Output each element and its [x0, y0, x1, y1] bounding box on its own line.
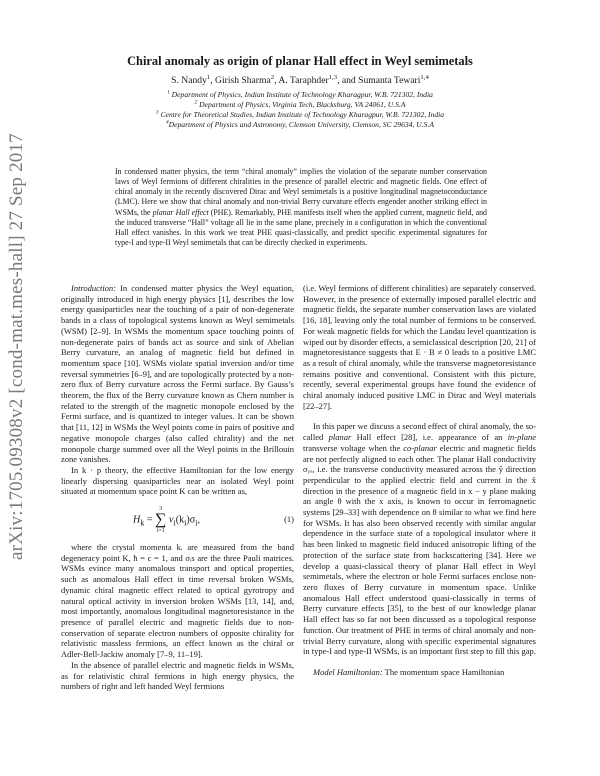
paragraph: Model Hamiltonian: The momentum space Hamiltonian: [313, 666, 505, 677]
affiliation: $^4$Department of Physics and Astronomy, Clemson University, Clemson, SC 29634, U.S.A: [166, 119, 434, 129]
intro-paragraph: Introduction: In condensed matter physics the Weyl equation, originally introduced in high energy physics [1], describes the low energy quasiparticles near the touching of a pair of non-degenerate bands in a class of topological systems known as Weyl semimetals (WSM) [2–9]. In WSMs the momentum space touching points of non-degenerate pairs of bands act as source and sink of Abelian Berry curvature, an analog of magnetic field but defined in momentum space [10]. WSMs violate spatial inversion and/or time reversal symmetries [6–9], and are topologically protected by a non-zero flux of Berry curvature across the Fermi surface. By Gauss’s theorem, the flux of the Berry curvature known as Chern number is related to the strength of the magnetic monopole enclosed by the Fermi surface, and is quantized to integer values. It can be shown that [11, 12] in WSMs the Weyl points come in pairs of positive and negative monopole charges (also called chirality) and the net monopole charge summed over all the Weyl points in the Brillouin zone vanishes.: [61, 283, 294, 465]
section-label-model-hamiltonian: Model Hamiltonian:: [313, 666, 383, 677]
paper-title: Chiral anomaly as origin of planar Hall effect in Weyl semimetals: [127, 54, 473, 68]
paragraph: In k · p theory, the effective Hamiltonian for the low energy linearly dispersing quasiparticles near an isolated Weyl point situated at momentum space point K can be written as,: [61, 464, 294, 497]
author-sup: 1,4: [420, 73, 429, 81]
left-column: [61, 283, 294, 692]
paragraph: where the crystal momenta kᵢ are measured from the band degeneracy point K, ħ = c = 1, and σᵢs are the three Pauli matrices. WSMs evince many anomalous transport and optical properties, such as anomalous Hall effect in time reversal broken WSMs, dynamic chiral magnetic effect related to optical gyrotropy and natural optical activity in inversion broken WSMs [13, 14], and, most importantly, anomalous longitudinal magnetoresistance in the presence of parallel electric and magnetic fields due to non-conservation of separate electron numbers of opposite chirality for relativistic massless fermions, an effect known as the chiral or Adler-Bell-Jackiw anomaly [7–9, 11–19].: [61, 542, 294, 660]
author-sup: 1: [206, 73, 211, 81]
paragraph: In the absence of parallel electric and magnetic fields in WSMs, as for relativistic chiral fermions in high energy physics, the numbers of right and left handed Weyl fermions: [61, 659, 294, 692]
author-list: S. Nandy$^1$, Girish Sharma$^2$, A. Taraphder$^{1,3}$, and Sumanta Tewari$^{1,4}$: [171, 73, 429, 86]
affiliation: $^3$ Centre for Theoretical Studies, Indian Institute of Technology Kharagpur, W.B. 721302, India: [155, 109, 445, 119]
equation-1: $H_k$ = 3 ∑ i=1 $v_i(k_i)\sigma_i$, (1): [133, 506, 294, 535]
paragraph: In this paper we discuss a second effect of chiral anomaly, the so-called planar Hall effect [28], i.e. appearance of an in-plane transverse voltage when the co-planar electric and magnetic fields are not perfectly aligned to each other. The planar Hall conductivity σᵧₓ, i.e. the transverse conductivity measured across the ŷ direction perpendicular to the applied electric field and current in the x̂ direction in the presence of a magnetic field in x − y plane making an angle θ with the x axis, is known to occur in ferromagnetic systems [29–33] with dependence on θ similar to what we find here for WSMs. It has also been observed recently with similar angular dependence in the surface state of a topological insulator where it has been linked to magnetic field induced anisotropic lifting of the protection of the surface state from backscattering [34]. Here we develop a quasi-classical theory of planar Hall effect in Weyl semimetals, where the electron or hole Fermi surfaces enclose non-zero fluxes of Berry curvature in momentum space. Unlike anomalous Hall effect understood quasi-classically in terms of Berry curvature effects [35], to the best of our knowledge planar Hall effect has so far not been discussed as a topological response function. Our treatment of PHE in terms of chiral anomaly and non-trivial Berry curvature, along with specific experimental signatures in type-I and type-II WSMs, is an important first step to fill this gap.: [303, 421, 537, 657]
affiliation: $^2$ Department of Physics, Virginia Tech, Blacksburg, VA 24061, U.S.A: [194, 99, 406, 109]
arxiv-side-stamp: arXiv:1705.09308v2 [cond-mat.mes-hall] 27 Sep 2017: [6, 133, 27, 560]
author-name: S. Nandy: [171, 75, 207, 86]
abstract-emphasis: planar Hall effect: [152, 207, 209, 217]
affiliation: $^1$ Department of Physics, Indian Institute of Technology Kharagpur, W.B. 721302, India: [167, 89, 433, 99]
author-name: and Sumanta Tewari: [341, 75, 421, 86]
author-name: Girish Sharma: [215, 75, 271, 86]
author-sup: 2: [270, 73, 275, 81]
author-sup: 1,3: [328, 73, 338, 81]
author-name: A. Taraphder: [278, 75, 329, 86]
section-label-introduction: Introduction:: [71, 283, 117, 293]
paragraph: (i.e. Weyl fermions of different chiralities) are separately conserved. However, in the presence of externally imposed parallel electric and magnetic fields, the separate number conservation laws are violated [16, 18], leaving only the total number of fermions to be conserved. For weak magnetic fields for which the Landau level quantization is wiped out by disorder effects, a semiclassical description [20, 21] of magnetoresistance suggests that E · B ≠ 0 leads to a positive LMC as a result of chiral anomaly, while the transverse magnetoresistance remains positive and conventional. Consistent with this picture, recently, several experimental groups have found the evidence of chiral anomaly induced positive LMC in Dirac and Weyl materials [22–27].: [303, 283, 536, 411]
summation-symbol: 3 ∑ i=1: [155, 506, 167, 535]
right-column: [303, 283, 536, 678]
abstract: In condensed matter physics, the term “chiral anomaly” implies the violation of the separate number conservation laws of Weyl fermions of different chiralities in the presence of parallel electric and magnetic fields. One effect of chiral anomaly in the recently discovered Dirac and Weyl semimetals is a positive longitudinal magnetoconductance (LMC). Here we show that chiral anomaly and non-trivial Berry curvature effects engender another striking effect in WSMs, the planar Hall effect (PHE). Remarkably, PHE manifests itself when the applied current, magnetic field, and the induced transverse “Hall” voltage all lie in the same plane, precisely in a configuration in which the conventional Hall effect vanishes. In this work we treat PHE quasi-classically, and predict specific experimental signatures for type-I and type-II Weyl semimetals that can be directly checked in experiments.: [115, 167, 487, 248]
equation-number: (1): [284, 514, 294, 525]
